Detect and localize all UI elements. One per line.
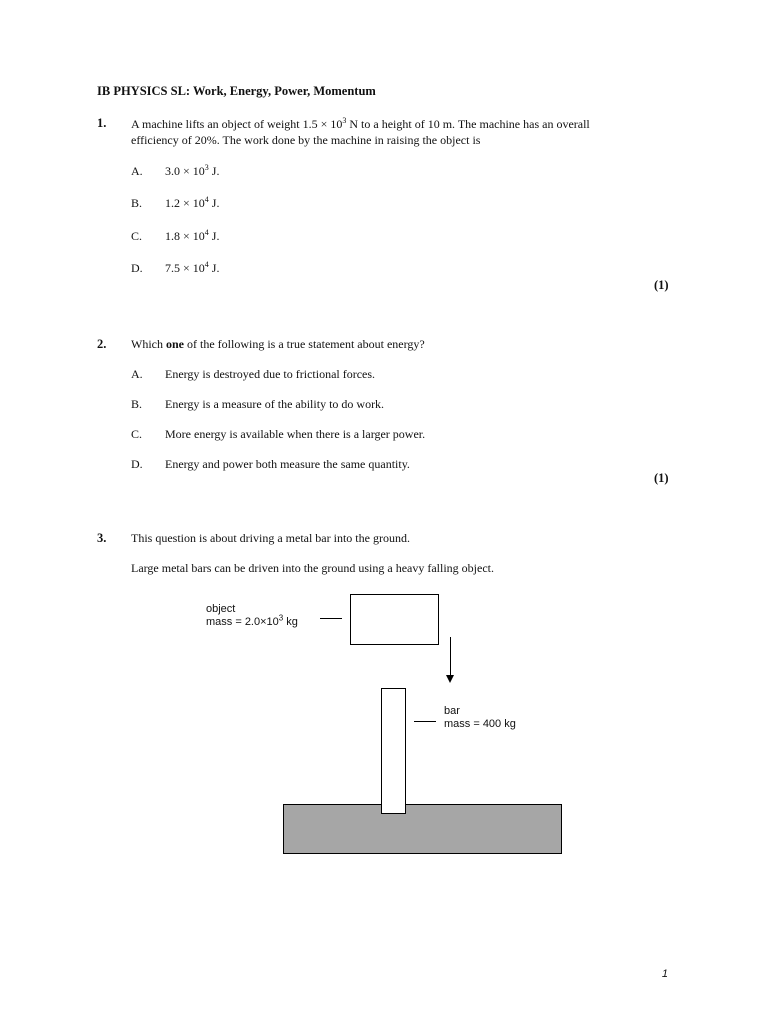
question-1-line-1: A machine lifts an object of weight $1.5 \times 10^3$ N to a height of 10 m. The machine has an overall [131,116,590,131]
object-label-leader [320,618,342,619]
question-2-option-a: A. Energy is destroyed due to frictional forces. [131,367,376,381]
ground [283,804,562,854]
fall-arrow-head-icon [446,675,454,683]
question-1-option-c: C. $1.8 \times 10^4$ J. [131,228,220,243]
falling-object [350,594,439,645]
question-1-number: 1. [97,116,107,130]
question-1-text [131,116,590,148]
object-label: object mass = $2.0\times 10^3$ kg [206,603,298,628]
question-2-option-d: D. Energy and power both measure the same quantity. [131,457,410,471]
question-3-line-2: Large metal bars can be driven into the ground using a heavy falling object. [131,561,494,575]
bar-label: bar mass = 400 kg [444,705,516,730]
question-1-option-d: D. $7.5 \times 10^4$ J. [131,260,220,275]
question-2-option-b: B. Energy is a measure of the ability to do work. [131,397,385,411]
question-2-mark: (1) [654,471,669,485]
question-2-number: 2. [97,337,107,351]
page-title: IB PHYSICS SL: Work, Energy, Power, Momentum [97,84,376,98]
question-1-line-2: efficiency of 20%. The work done by the machine in raising the object is [131,133,481,147]
question-2-text: Which one of the following is a true statement about energy? [131,337,425,351]
question-1-option-b: B. $1.2 \times 10^4$ J. [131,195,220,210]
fall-arrow-shaft [450,637,451,677]
metal-bar-front [381,688,406,814]
question-3-line-1: This question is about driving a metal bar into the ground. [131,531,410,545]
bar-label-leader [414,721,436,722]
question-2-option-c: C. More energy is available when there is a larger power. [131,427,426,441]
question-1-mark: (1) [654,278,669,292]
question-1-option-a: A. $3.0 \times 10^3$ J. [131,163,220,178]
question-3-number: 3. [97,531,107,545]
page-number: 1 [661,968,668,980]
